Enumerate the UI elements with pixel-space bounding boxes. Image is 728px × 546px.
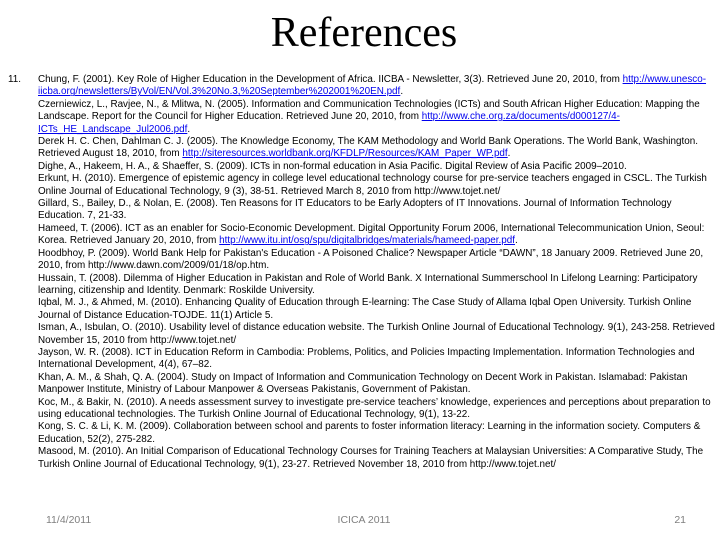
slide-title: References <box>270 10 458 56</box>
reference-entry <box>38 173 720 198</box>
reference-link[interactable]: http://www.itu.int/osg/spu/digitalbridges/materials/hameed-paper.pdf <box>219 235 516 247</box>
reference-entry <box>38 198 720 223</box>
reference-punctuation: . <box>187 123 191 135</box>
reference-entry <box>38 446 720 471</box>
reference-punctuation: . <box>515 235 518 247</box>
footer-page-number: 21 <box>674 514 686 526</box>
reference-text: Iqbal, M. J., & Ahmed, M. (2010). Enhancing Quality of Education through E-learning: The Case Study of Allama Iqbal Open University. Turkish Online Journal of Distance Education-TOJDE. 11(1) Article 5. <box>38 297 692 321</box>
footer-conference: ICICA 2011 <box>337 514 391 526</box>
reference-punctuation: . <box>400 86 404 98</box>
reference-text: Khan, A. M., & Shah, Q. A. (2004). Study on Impact of Information and Communication Technology on Decent Work in Pakistan. Islamabad: Pakistan Manpower Institute, Ministry of Labour Manpower & Overseas Pakistanis, Government of Pakistan. <box>38 371 688 396</box>
reference-text: Kong, S. C. & Li, K. M. (2009). Collaboration between school and parents to foster information literacy: Learning in the information society. Computers & Education, 52(2), 275-282. <box>38 421 701 445</box>
list-number: 11. <box>8 74 21 85</box>
reference-text: Hameed, T. (2006). ICT as an enabler for Socio-Economic Development. Digital Opportunity Forum 2006, International Telecommunication Union, Seoul: Korea. Retrieved January 20, 2010, from <box>38 222 705 247</box>
reference-link[interactable]: http://www.che.org.za/documents/d000127/4-ICTs_HE_Landscape_Jul2006.pdf <box>38 111 620 135</box>
reference-text: Hussain, T. (2008). Dilemma of Higher Education in Pakistan and Role of World Bank. X International Summerschool In Lifelong Learning: Participatory learning, citizenship and Identity. Denmark: Roskilde University. <box>38 272 698 296</box>
reference-entry <box>38 74 720 99</box>
reference-text: Jayson, W. R. (2008). ICT in Education Reform in Cambodia: Problems, Politics, and Policies Impacting Implementation. Information Technologies and International Development, 4(4), 67–82. <box>38 346 695 371</box>
reference-text: Czerniewicz, L., Ravjee, N., & Mlitwa, N. (2005). Information and Communication Technologies (ICTs) and South African Higher Education: Mapping the Landscape. Report for the Council for Higher Education. Retrieved June 20, 2010, from <box>38 98 700 123</box>
reference-entry <box>38 99 720 136</box>
reference-entry <box>38 421 720 446</box>
reference-entry <box>38 397 720 422</box>
reference-entry <box>38 372 720 397</box>
reference-text: Gillard, S., Bailey, D., & Nolan, E. (2008). Ten Reasons for IT Educators to be Early Adopters of IT Innovations. Journal of Information Technology Education. 7, 21-33. <box>38 198 672 222</box>
reference-entry <box>38 248 720 273</box>
reference-text: Masood, M. (2010). An Initial Comparison of Educational Technology Courses for Training Teachers at Malaysian Universities: A Comparative Study, The Turkish Online Journal of Educational Technology, 9(1), 23-27. Retrieved November 18, 2010 from http://www.tojet.net/ <box>38 446 704 470</box>
reference-text: Derek H. C. Chen, Dahlman C. J. (2005). The Knowledge Economy, The KAM Methodology and World Bank Operations. The World Bank, Washington. Retrieved August 18, 2010, from <box>38 136 698 160</box>
reference-link[interactable]: http://siteresources.worldbank.org/KFDLP/Resources/KAM_Paper_WP.pdf <box>182 148 508 160</box>
references-body <box>38 74 720 471</box>
reference-link[interactable]: http://www.unesco-iicba.org/newsletters/ByVol/EN/Vol.3%20No.3,%20September%202001%20EN.pdf <box>38 74 707 98</box>
reference-punctuation: . <box>507 148 511 160</box>
reference-entry <box>38 347 720 372</box>
reference-text: Erkunt, H. (2010). Emergence of epistemic agency in college level educational technology course for pre-service teachers engaged in CSCL. The Turkish Online Journal of Educational Technology, 9 (3), 38-51. Retrieved March 8, 2010 from http://www.tojet.net/ <box>38 173 707 197</box>
reference-entry <box>38 161 720 173</box>
reference-entry <box>38 297 720 322</box>
reference-entry <box>38 223 720 248</box>
reference-entry <box>38 136 720 161</box>
reference-text: Hoodbhoy, P. (2009). World Bank Help for Pakistan's Education - A Poisoned Chalice? Newspaper Article “DAWN”, 18 January 2009. Retrieved June 20, 2010, from http://www.dawn.com/2009/01/18/op.htm. <box>38 247 704 272</box>
footer-date: 11/4/2011 <box>46 514 92 526</box>
reference-text: Isman, A., Isbulan, O. (2010). Usability level of distance education website. The Turkish Online Journal of Educational Technology. 9(1), 243-258. Retrieved November 15, 2010 from http://www.tojet.net/ <box>38 322 715 346</box>
reference-text: Dighe, A., Hakeem, H. A., & Shaeffer, S. (2009). ICTs in non-formal education in Asia Pacific. Digital Review of Asia Pacific 2009–2010. <box>38 160 627 172</box>
references-list <box>8 74 720 471</box>
reference-text: Chung, F. (2001). Key Role of Higher Education in the Development of Africa. IICBA - Newsletter, 3(3). Retrieved June 20, 2010, from <box>38 74 623 85</box>
reference-entry <box>38 322 720 347</box>
reference-text: Koc, M., & Bakir, N. (2010). A needs assessment survey to investigate pre-service teachers’ knowledge, experiences and perceptions about preparation to using educational technologies. The Turkish Online Journal of Educational Technology, 9(1), 13-22. <box>38 396 711 420</box>
reference-entry <box>38 273 720 298</box>
